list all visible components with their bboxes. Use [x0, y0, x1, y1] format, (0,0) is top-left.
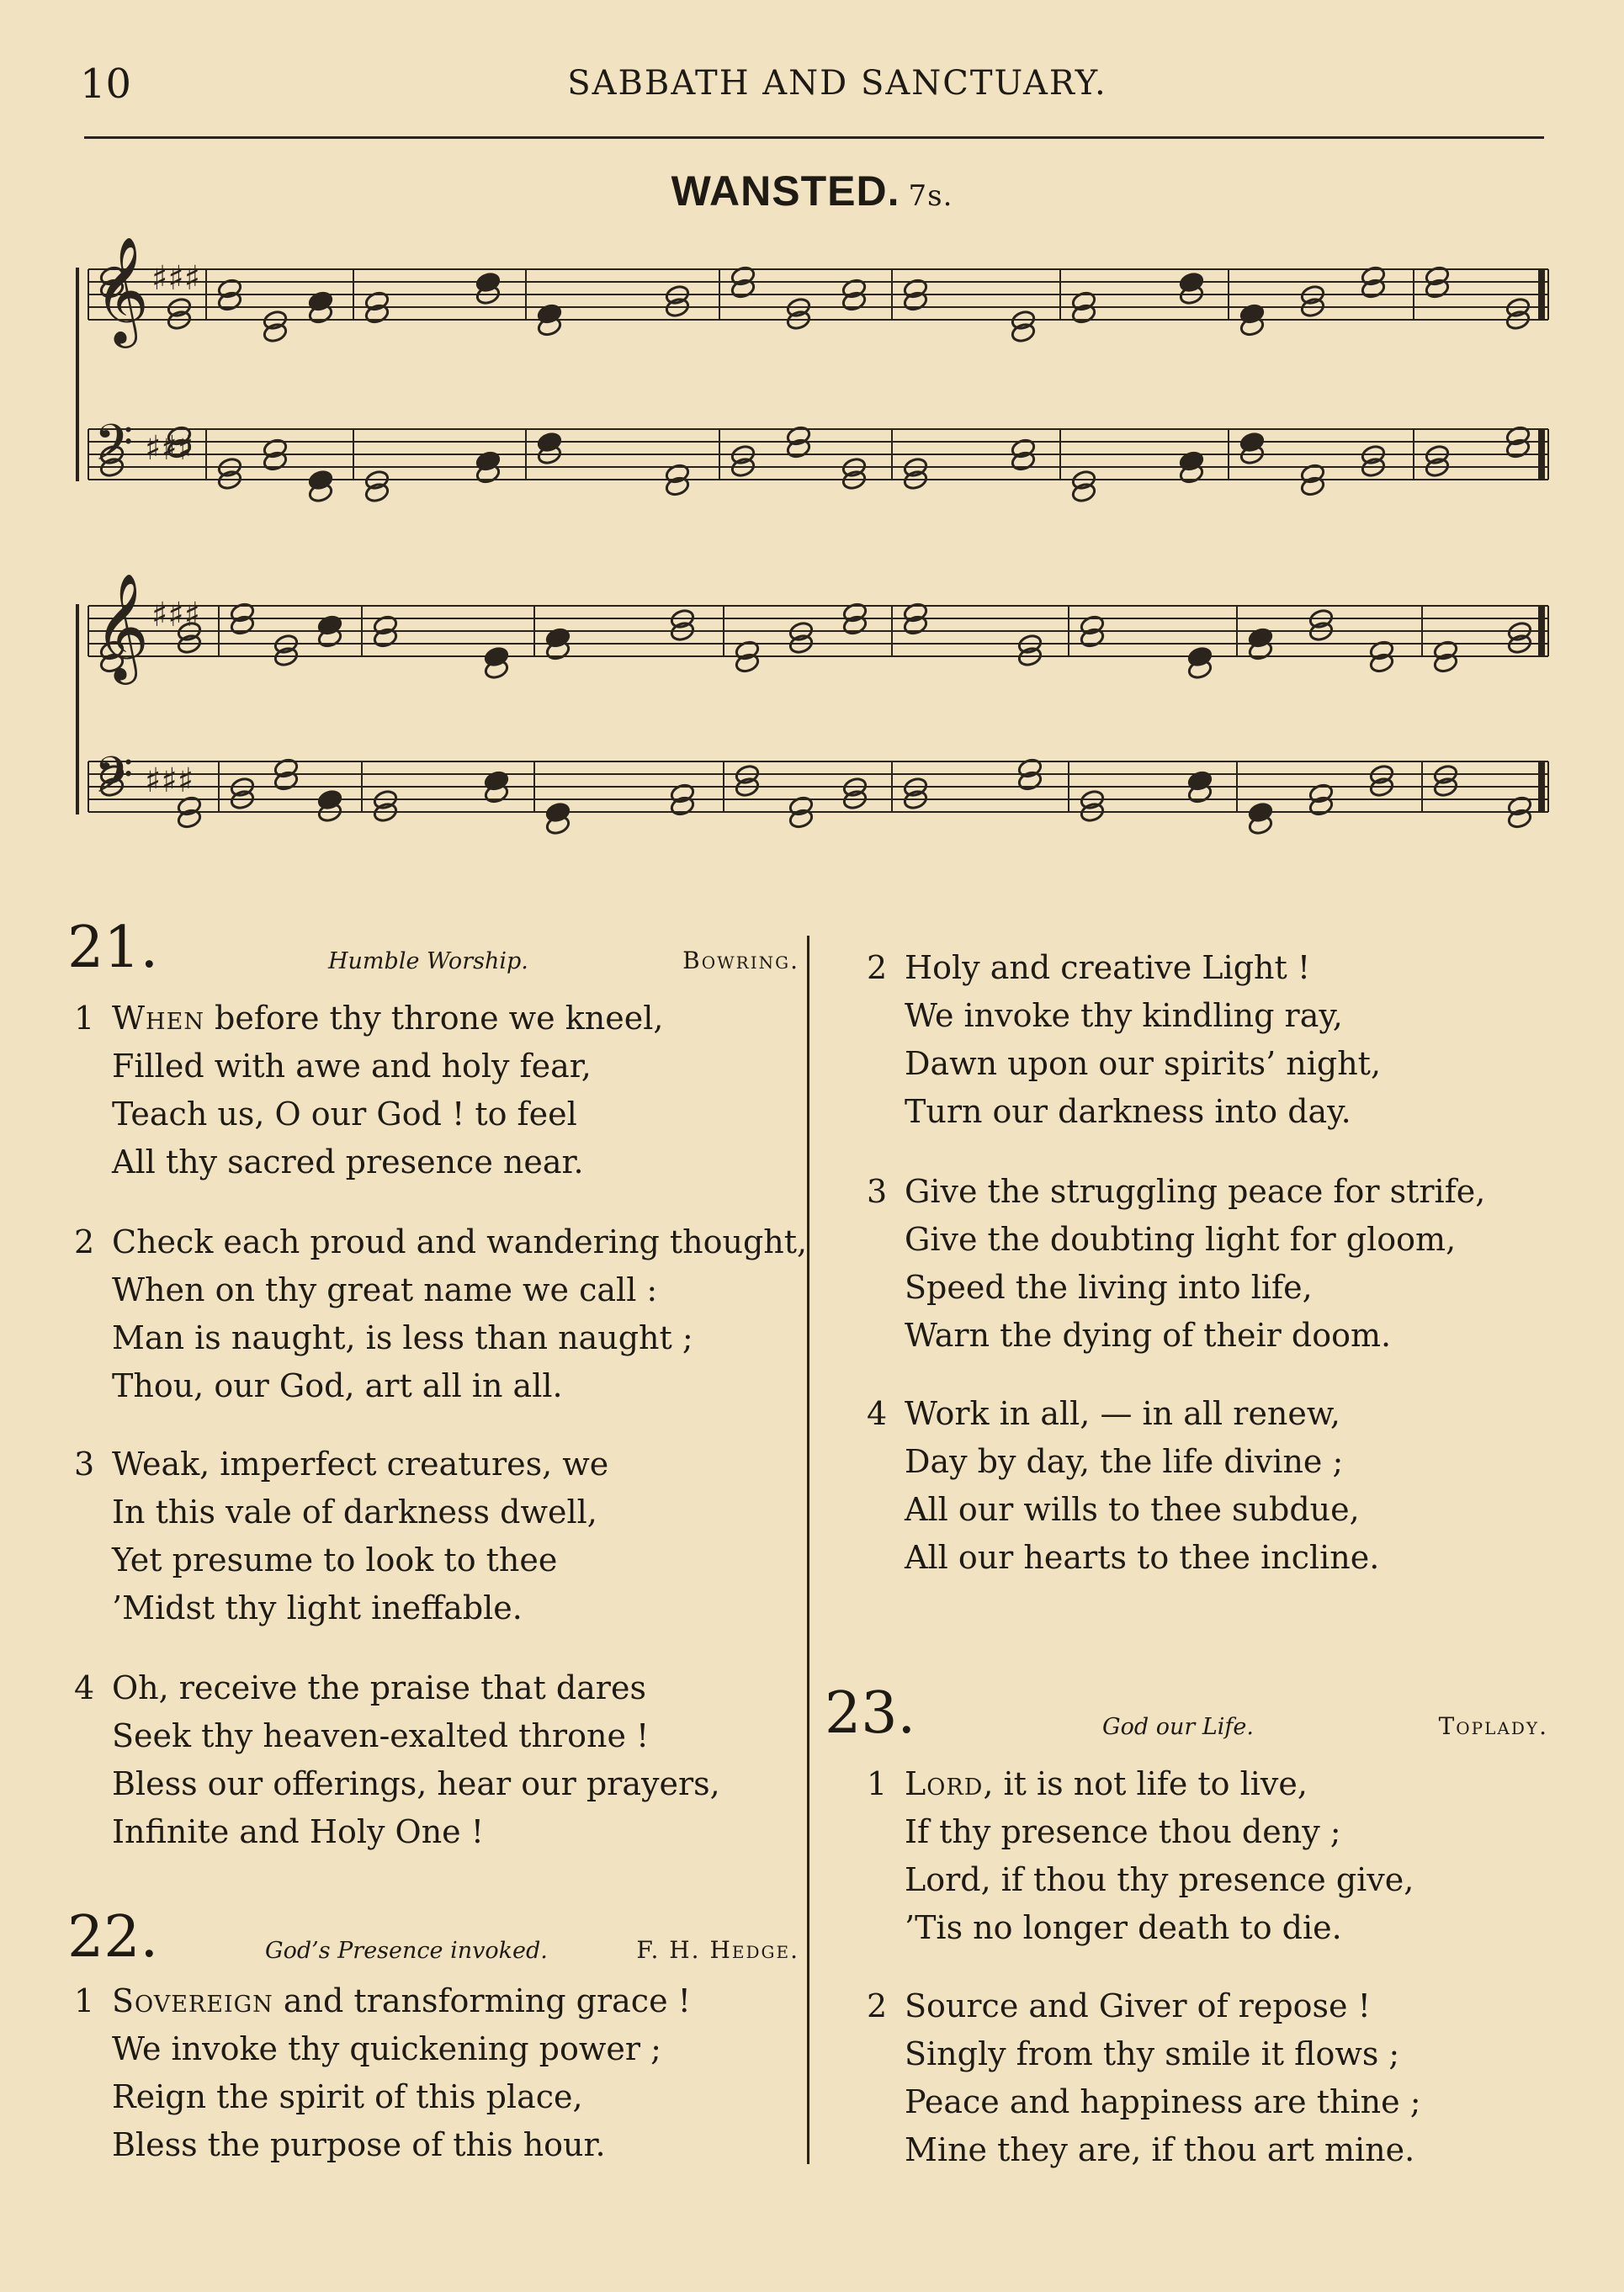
hymn-author: F. H. Hedge.: [636, 1936, 799, 1964]
verse-line: All our hearts to thee incline.: [905, 1539, 1380, 1576]
treble-clef-icon: 𝄞: [94, 236, 150, 343]
verse-line: Mine they are, if thou art mine.: [905, 2131, 1415, 2168]
page-number: 10: [80, 61, 132, 108]
verse-line: Seek thy heaven-exalted throne !: [112, 1717, 650, 1754]
treble-clef-icon: 𝄞: [94, 572, 150, 680]
bass-clef-icon: 𝄢: [94, 745, 134, 816]
stanza-number: 2: [867, 949, 888, 986]
verse-line: Dawn upon our spirits’ night,: [905, 1045, 1382, 1082]
column-divider: [807, 936, 809, 2164]
verse-line: Check each proud and wandering thought,: [112, 1223, 808, 1260]
tune-name: WANSTED.: [671, 167, 900, 215]
verse-line: Lord, if thou thy presence give,: [905, 1861, 1414, 1898]
verse-line: Holy and creative Light !: [905, 949, 1311, 986]
tune-meter: 7s.: [908, 179, 953, 213]
hymn-author: Toplady.: [1438, 1712, 1548, 1740]
stanza-number: 1: [74, 1982, 95, 2019]
stanza-number: 2: [867, 1987, 888, 2024]
hymn-author: Bowring.: [682, 947, 799, 974]
verse-line: , it is not life to live,: [983, 1765, 1308, 1802]
verse-line: Reign the spirit of this place,: [112, 2078, 583, 2115]
key-signature-icon: ♯♯♯: [151, 596, 201, 634]
verse-line: Weak, imperfect creatures, we: [112, 1446, 609, 1483]
hymn-subject: God our Life.: [1102, 1714, 1254, 1740]
hymn-subject: Humble Worship.: [328, 948, 528, 974]
stanza-number: 3: [74, 1446, 95, 1483]
hymn-21-heading: [67, 915, 799, 981]
verse-line: Infinite and Holy One !: [112, 1813, 485, 1850]
verse-line: Source and Giver of repose !: [905, 1987, 1371, 2024]
verse-line: Peace and happiness are thine ;: [905, 2083, 1421, 2120]
verse-line: Filled with awe and holy fear,: [112, 1048, 592, 1085]
first-word: Lord: [905, 1765, 984, 1802]
verse-line: Man is naught, is less than naught ;: [112, 1319, 693, 1356]
stanza-number: 1: [867, 1765, 888, 1802]
verse-line: All thy sacred presence near.: [112, 1143, 584, 1180]
stanza-number: 4: [74, 1669, 95, 1706]
hymn-22-heading: [67, 1904, 799, 1971]
verse-line: Work in all, — in all renew,: [905, 1395, 1340, 1432]
verse-line: Turn our darkness into day.: [905, 1093, 1351, 1130]
verse-line: All our wills to thee subdue,: [905, 1491, 1360, 1528]
key-signature-icon: ♯♯♯: [145, 761, 194, 800]
running-head: SABBATH AND SANCTUARY.: [567, 64, 1107, 103]
first-word: When: [112, 1000, 204, 1037]
verse-line: Teach us, O our God ! to feel: [112, 1096, 577, 1133]
verse-line: Yet presume to look to thee: [112, 1541, 558, 1578]
verse-line: Day by day, the life divine ;: [905, 1443, 1344, 1480]
hymn-number: 23.: [825, 1680, 916, 1747]
verse-line: When on thy great name we call :: [112, 1271, 658, 1308]
hymn-23-heading: [825, 1680, 1548, 1747]
verse-line: ’Tis no longer death to die.: [905, 1909, 1342, 1946]
stanza-number: 2: [74, 1223, 95, 1260]
verse-line: Oh, receive the praise that dares: [112, 1669, 646, 1706]
stanza-number: 1: [74, 1000, 95, 1037]
key-signature-icon: ♯♯♯: [145, 429, 194, 468]
verse-line: In this vale of darkness dwell,: [112, 1494, 597, 1531]
hymn-subject: God’s Presence invoked.: [265, 1938, 548, 1964]
verse-line: Give the doubting light for gloom,: [905, 1221, 1457, 1258]
verse-line: Thou, our God, art all in all.: [112, 1367, 563, 1404]
stanza-number: 3: [867, 1173, 888, 1210]
verse-line: Warn the dying of their doom.: [905, 1317, 1392, 1354]
verse-line: Bless our offerings, hear our prayers,: [112, 1765, 720, 1802]
verse-line: and transforming grace !: [273, 1982, 691, 2019]
verse-line: ’Midst thy light ineffable.: [112, 1589, 523, 1626]
hymn-number: 22.: [67, 1904, 159, 1971]
verse-line: Singly from thy smile it flows ;: [905, 2035, 1400, 2072]
verse-line: If thy presence thou deny ;: [905, 1813, 1341, 1850]
key-signature-icon: ♯♯♯: [151, 259, 201, 298]
verse-line: before thy throne we kneel,: [204, 1000, 664, 1037]
music-score: [0, 0, 1624, 892]
hymn-number: 21.: [67, 915, 159, 981]
verse-line: Bless the purpose of this hour.: [112, 2126, 606, 2163]
verse-line: Give the struggling peace for strife,: [905, 1173, 1486, 1210]
bass-clef-icon: 𝄢: [94, 413, 134, 484]
stanza-number: 4: [867, 1395, 888, 1432]
verse-line: We invoke thy kindling ray,: [905, 997, 1343, 1034]
first-word: Sovereign: [112, 1982, 273, 2019]
verse-line: We invoke thy quickening power ;: [112, 2030, 661, 2067]
verse-line: Speed the living into life,: [905, 1269, 1313, 1306]
